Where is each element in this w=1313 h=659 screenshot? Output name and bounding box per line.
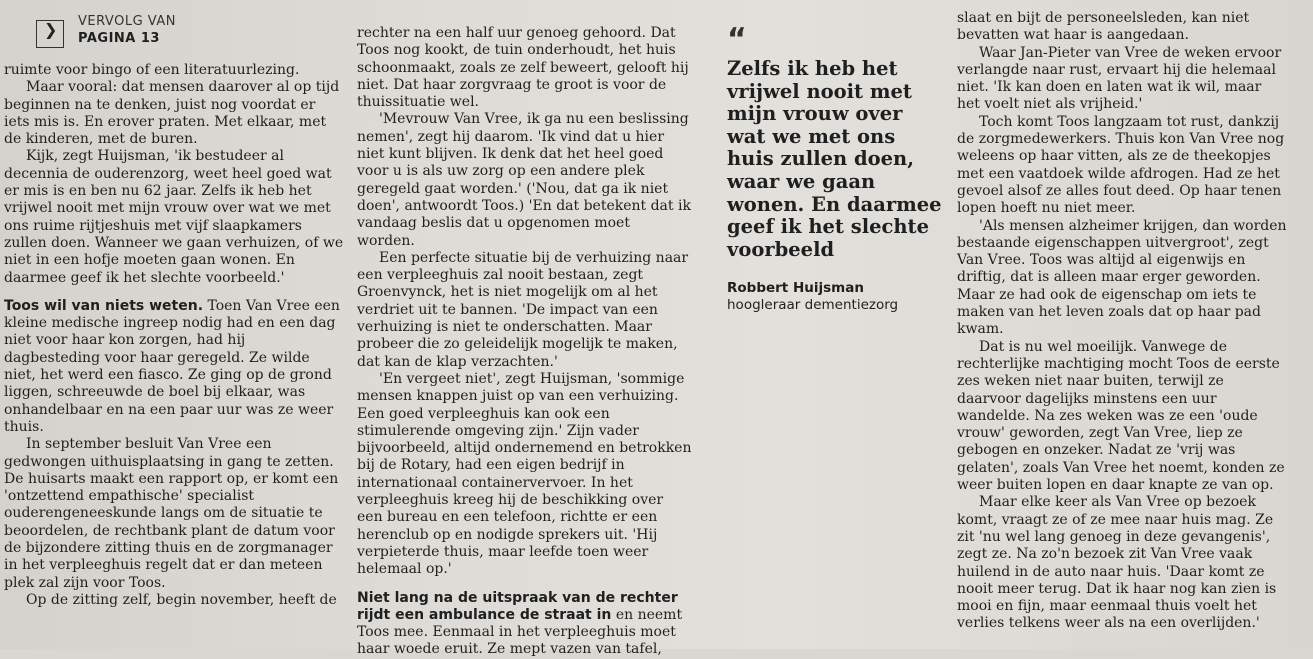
article-column-2 [357, 25, 692, 658]
paragraph-lead: Niet lang na de uitspraak van de rechter rijdt een ambulance de straat in [357, 589, 678, 623]
chevron-right-icon: ❯ [44, 20, 58, 39]
pull-quote-text: Zelfs ik heb het vrijwel nooit met mijn vrouw over wat we met ons huis zullen doen, waar we gaan wonen. En daarmee geef ik het slechte voorbeeld [727, 57, 942, 261]
quote-author-role: hoogleraar dementiezorg [727, 297, 899, 314]
page-reference: PAGINA 13 [78, 31, 160, 46]
continued-label: VERVOLG VAN [78, 14, 176, 29]
article-column-1 [4, 62, 344, 649]
quote-author: Robbert Huijsman [727, 280, 864, 297]
pull-quote [727, 22, 942, 314]
paragraph-text: en neemt Toos mee. Eenmaal in het verpleeghuis moet haar woede eruit. Ze mept vazen van tafel, [357, 606, 683, 658]
paragraph [957, 45, 1287, 114]
paragraph [4, 436, 344, 592]
paragraph [957, 114, 1287, 218]
paragraph-text: ruimte voor bingo of een literatuurlezing. [4, 62, 300, 78]
paragraph [357, 25, 692, 111]
paragraph [4, 79, 344, 148]
paragraph [357, 250, 692, 371]
paragraph [957, 10, 1287, 45]
paragraph [4, 62, 344, 79]
paragraph-text: 'En vergeet niet', zegt Huijsman, 'sommige mensen knappen juist op van een verhuizing. Een goed verpleeghuis kan ook een stimulerende omgeving zijn.' Zijn vader bijvoorbeeld, altijd ondernemend en betrokken bij de Rotary, had een eigen bedrijf in internationaal containervervoer. In het verpleeghuis kreeg hij de beschikking over een bureau en een telefoon, richtte er een herenclub op en nodigde sprekers uit. 'Hij verpieterde thuis, maar leefde toen weer helemaal op.' [357, 370, 692, 578]
paragraph-lead: Toos wil van niets weten. [4, 297, 204, 314]
paragraph-text: Dat is nu wel moeilijk. Vanwege de rechterlijke machtiging mocht Toos de eerste zes weken niet naar buiten, terwijl ze daarvoor dagelijks minstens een uur wandelde. Na zes weken was ze een 'oude vrouw' geworden, zegt Van Vree, liep ze gebogen en onzeker. Nadat ze 'vrij was gelaten', zoals Van Vree het noemt, konden ze weer buiten lopen en daar knapte ze van op. [957, 338, 1285, 494]
paragraph [4, 298, 344, 436]
paragraph-text: Toch komt Toos langzaam tot rust, dankzij de zorgmedewerkers. Thuis kon Van Vree nog weleens op haar vitten, als ze de theekopjes met een vaatdoek wilde afdrogen. Had ze het gevoel alsof ze alles fout deed. Op haar tenen lopen hoeft nu niet meer. [957, 113, 1285, 217]
paragraph [357, 111, 692, 249]
paragraph [957, 494, 1287, 632]
paragraph-text: Maar elke keer als Van Vree op bezoek komt, vraagt ze of ze mee naar huis mag. Ze zit 'nu wel lang genoeg in deze gevangenis', zegt ze. Na zo'n bezoek zit Van Vree vaak huilend in de auto naar huis. 'Daar komt ze nooit meer terug. Dat ik haar nog kan zien is mooi en fijn, maar eenmaal thuis voelt het verlies telkens weer als na een overlijden.' [957, 494, 1277, 632]
paragraph-text: Maar vooral: dat mensen daarover al op tijd beginnen na te denken, juist nog voordat er iets mis is. En erover praten. Met elkaar, met de kinderen, met de buren. [4, 79, 340, 148]
paragraph-text: rechter na een half uur genoeg gehoord. Dat Toos nog kookt, de tuin onderhoudt, het huis schoonmaakt, zoals ze zelf beweert, gelooft hij niet. Dat haar zorgvraag te groot is voor de thuissituatie wel. [357, 25, 689, 111]
paragraph-text: Waar Jan-Pieter van Vree de weken ervoor verlangde naar rust, ervaart hij die helemaal niet. 'Ik kan doen en laten wat ik wil, maar het voelt niet als vrijheid.' [957, 44, 1282, 113]
article-column-4 [957, 10, 1287, 649]
paragraph-text: 'Als mensen alzheimer krijgen, dan worden bestaande eigenschappen uitvergroot', zegt Van Vree. Toos was altijd al eigenwijs en driftig, dat is alleen maar erger geworden. Maar ze had ook de eigenschap om iets te maken van het leven zoals dat op haar pad kwam. [957, 217, 1287, 338]
paragraph [4, 592, 344, 609]
paragraph [957, 339, 1287, 495]
paragraph [957, 218, 1287, 339]
paragraph-text: Een perfecte situatie bij de verhuizing naar een verpleeghuis zal nooit bestaan, zegt Groenvynck, het is niet mogelijk om al het verdriet uit te bannen. 'De impact van een verhuizing is niet te onderschatten. Maar probeer die zo geleidelijk mogelijk te maken, dat kan de klap verzachten.' [357, 249, 689, 370]
quote-mark-icon: “ [727, 22, 747, 57]
paragraph [4, 148, 344, 286]
paragraph-text: Op de zitting zelf, begin november, heeft de [26, 591, 337, 608]
paragraph [357, 371, 692, 579]
paragraph-text: slaat en bijt de personeelsleden, kan niet bevatten wat haar is aangedaan. [957, 10, 1250, 44]
paragraph-text: In september besluit Van Vree een gedwongen uithuisplaatsing in gang te zetten. De huisarts maakt een rapport op, er komt een 'ontzettend empathische' specialist ouderengeneeskunde langs om de situatie te beoordelen, de rechtbank plant de datum voor de bijzondere zitting thuis en de zorgmanager in het verpleeghuis regelt dat er dan meteen plek zal zijn voor Toos. [4, 436, 339, 591]
paragraph [357, 590, 692, 659]
paragraph-text: 'Mevrouw Van Vree, ik ga nu een beslissing nemen', zegt hij daarom. 'Ik vind dat u hier niet kunt blijven. Ik denk dat het heel goed voor u is als uw zorg op een andere plek geregeld gaat worden.' ('Nou, dat ga ik niet doen', antwoordt Toos.) 'En dat betekent dat ik vandaag beslis dat u opgenomen moet worden. [357, 111, 691, 249]
paragraph-text: Toen Van Vree een kleine medische ingreep nodig had en een dag niet voor haar kon zorgen, had hij dagbesteding voor haar geregeld. Ze wilde niet, het werd een fiasco. Ze ging op de grond liggen, schreeuwde de boel bij elkaar, was onhandelbaar en na een paar uur was ze weer thuis. [4, 297, 340, 435]
paragraph-text: Kijk, zegt Huijsman, 'ik bestudeer al decennia de ouderenzorg, weet heel goed wat er mis is en ben nu 62 jaar. Zelfs ik heb het vrijwel nooit met mijn vrouw over wat we met ons ruime rijtjeshuis met vijf slaapkamers zullen doen. Wanneer we gaan verhuizen, of we niet in een hofje moeten gaan wonen. En daarmee geef ik het slechte voorbeeld.' [4, 148, 344, 286]
